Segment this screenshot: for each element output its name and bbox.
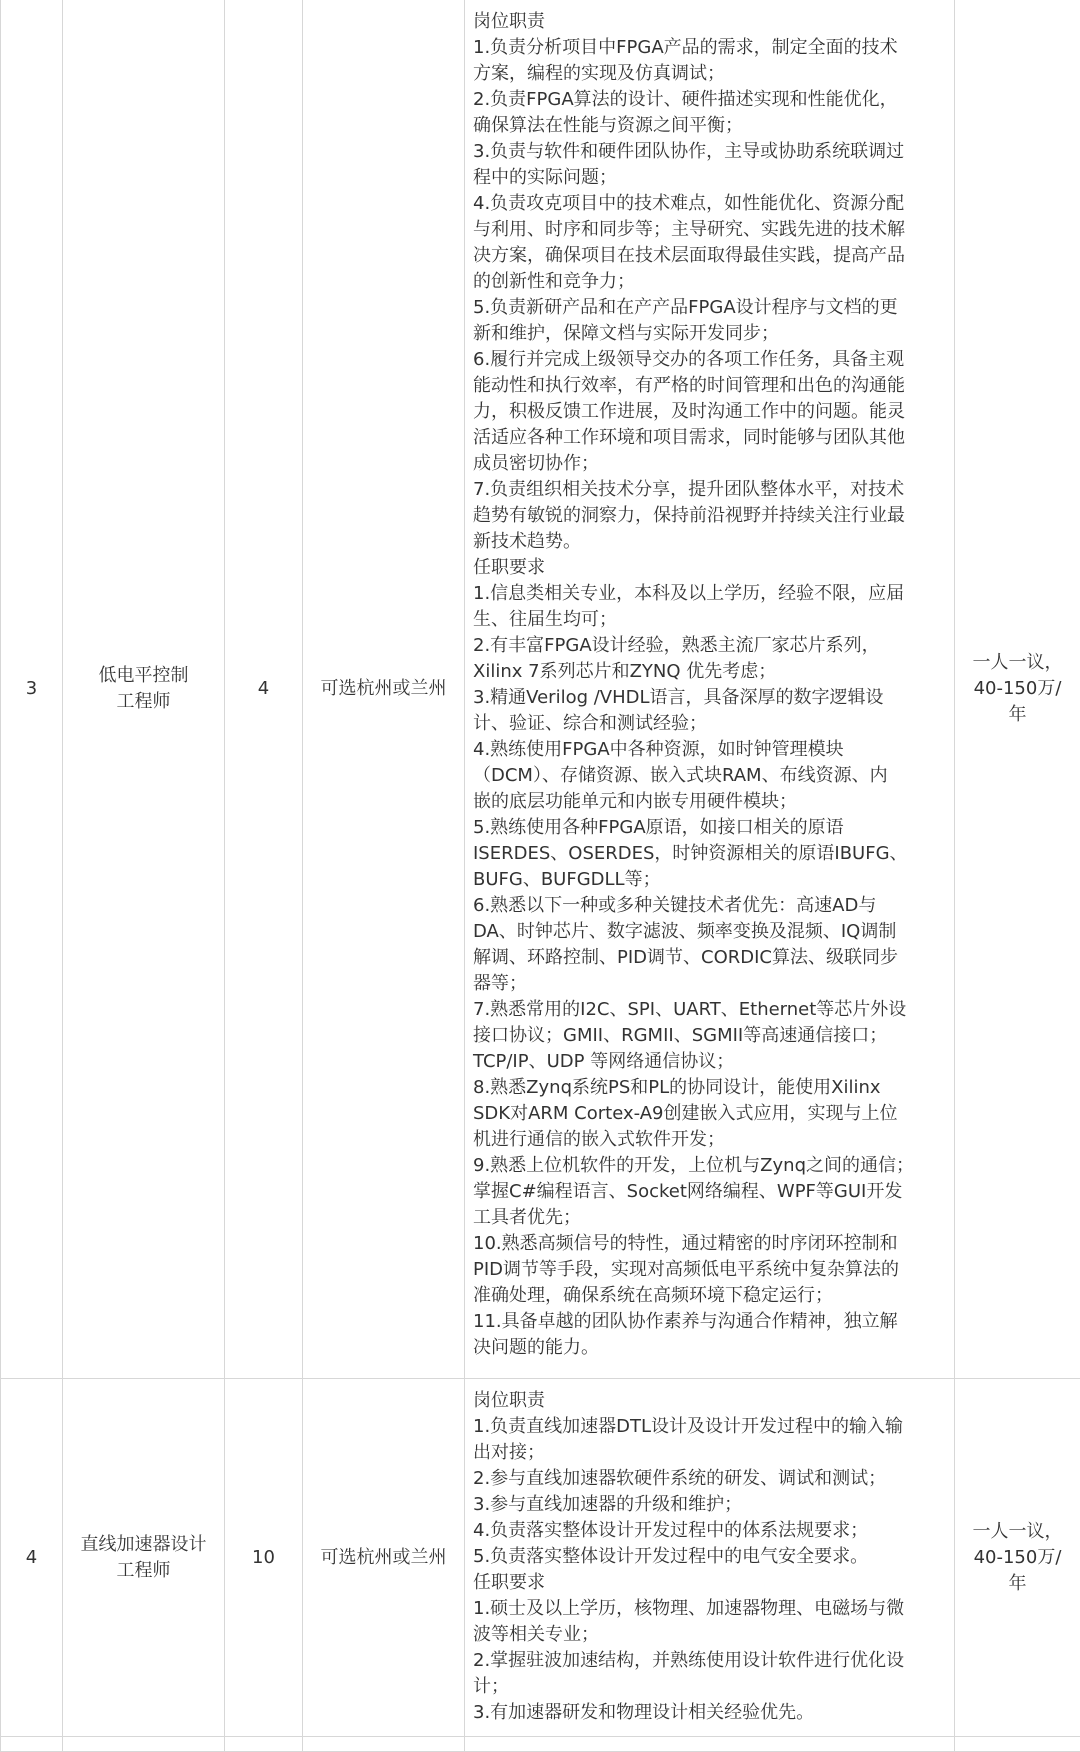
description-line: 与利用、时序和同步等；主导研究、实践先进的技术解 xyxy=(473,217,946,243)
description-line: 任职要求 xyxy=(473,555,946,581)
description-line: 活适应各种工作环境和项目需求，同时能够与团队其他 xyxy=(473,425,946,451)
description-line: 计； xyxy=(473,1674,946,1700)
salary-line: 一人一议， xyxy=(961,1519,1074,1545)
row-index: 3 xyxy=(1,0,63,1379)
description-line: 6.熟悉以下一种或多种关键技术者优先：高速AD与 xyxy=(473,893,946,919)
location: 可选杭州或兰州 xyxy=(303,1379,465,1737)
description-line: 准确处理，确保系统在高频环境下稳定运行； xyxy=(473,1283,946,1309)
description-line: 5.负责新研产品和在产产品FPGA设计程序与文档的更 xyxy=(473,295,946,321)
description-line: 2.有丰富FPGA设计经验，熟悉主流厂家芯片系列， xyxy=(473,633,946,659)
description-line: 6.履行并完成上级领导交办的各项工作任务，具备主观 xyxy=(473,347,946,373)
description-line: 1.负责直线加速器DTL设计及设计开发过程中的输入输 xyxy=(473,1414,946,1440)
salary-line: 40-150万/ xyxy=(961,1545,1074,1571)
description-line: PID调节等手段，实现对高频低电平系统中复杂算法的 xyxy=(473,1257,946,1283)
description-line: TCP/IP、UDP 等网络通信协议； xyxy=(473,1049,946,1075)
description-line: 决方案，确保项目在技术层面取得最佳实践，提高产品 xyxy=(473,243,946,269)
job-description xyxy=(465,1379,955,1737)
job-title-line: 工程师 xyxy=(69,689,218,715)
table-row xyxy=(1,0,1080,1379)
empty-cell xyxy=(1,1737,63,1752)
description-line: 11.具备卓越的团队协作素养与沟通合作精神，独立解 xyxy=(473,1309,946,1335)
description-line: 7.负责组织相关技术分享，提升团队整体水平，对技术 xyxy=(473,477,946,503)
location: 可选杭州或兰州 xyxy=(303,0,465,1379)
description-line: 嵌的底层功能单元和内嵌专用硬件模块； xyxy=(473,789,946,815)
headcount: 4 xyxy=(225,0,303,1379)
salary xyxy=(955,1379,1080,1737)
description-line: 2.负责FPGA算法的设计、硬件描述实现和性能优化， xyxy=(473,87,946,113)
empty-cell xyxy=(63,1737,225,1752)
salary-line: 年 xyxy=(961,702,1074,728)
description-line: 9.熟悉上位机软件的开发，上位机与Zynq之间的通信； xyxy=(473,1153,946,1179)
description-line: 的创新性和竞争力； xyxy=(473,269,946,295)
description-line: SDK对ARM Cortex-A9创建嵌入式应用，实现与上位 xyxy=(473,1101,946,1127)
job-title-line: 工程师 xyxy=(69,1558,218,1584)
description-line: 掌握C#编程语言、Socket网络编程、WPF等GUI开发 xyxy=(473,1179,946,1205)
description-line: 程中的实际问题； xyxy=(473,165,946,191)
description-line: 岗位职责 xyxy=(473,9,946,35)
salary-line: 40-150万/ xyxy=(961,676,1074,702)
description-line: 趋势有敏锐的洞察力，保持前沿视野并持续关注行业最 xyxy=(473,503,946,529)
empty-cell xyxy=(225,1737,303,1752)
description-line: ISERDES、OSERDES，时钟资源相关的原语IBUFG、 xyxy=(473,841,946,867)
headcount: 10 xyxy=(225,1379,303,1737)
description-line: 决问题的能力。 xyxy=(473,1335,946,1361)
description-line: 接口协议；GMII、RGMII、SGMII等高速通信接口； xyxy=(473,1023,946,1049)
description-line: 8.熟悉Zynq系统PS和PL的协同设计，能使用Xilinx xyxy=(473,1075,946,1101)
job-title xyxy=(63,0,225,1379)
description-line: 波等相关专业； xyxy=(473,1622,946,1648)
description-line: 1.负责分析项目中FPGA产品的需求，制定全面的技术 xyxy=(473,35,946,61)
job-title xyxy=(63,1379,225,1737)
description-line: 确保算法在性能与资源之间平衡； xyxy=(473,113,946,139)
description-line: 计、验证、综合和测试经验； xyxy=(473,711,946,737)
empty-cell xyxy=(303,1737,465,1752)
description-line: BUFG、BUFGDLL等； xyxy=(473,867,946,893)
description-line: 4.熟练使用FPGA中各种资源，如时钟管理模块 xyxy=(473,737,946,763)
empty-cell xyxy=(955,1737,1080,1752)
description-line: 岗位职责 xyxy=(473,1388,946,1414)
description-line: 器等； xyxy=(473,971,946,997)
description-line: 力，积极反馈工作进展，及时沟通工作中的问题。能灵 xyxy=(473,399,946,425)
description-line: 5.负责落实整体设计开发过程中的电气安全要求。 xyxy=(473,1544,946,1570)
description-line: 4.负责攻克项目中的技术难点，如性能优化、资源分配 xyxy=(473,191,946,217)
row-index: 4 xyxy=(1,1379,63,1737)
job-title-line: 直线加速器设计 xyxy=(69,1532,218,1558)
description-line: 4.负责落实整体设计开发过程中的体系法规要求； xyxy=(473,1518,946,1544)
salary-line: 一人一议， xyxy=(961,650,1074,676)
description-line: 2.掌握驻波加速结构，并熟练使用设计软件进行优化设 xyxy=(473,1648,946,1674)
description-line: 1.信息类相关专业，本科及以上学历，经验不限，应届 xyxy=(473,581,946,607)
description-line: 生、往届生均可； xyxy=(473,607,946,633)
description-line: 10.熟悉高频信号的特性，通过精密的时序闭环控制和 xyxy=(473,1231,946,1257)
description-line: 解调、环路控制、PID调节、CORDIC算法、级联同步 xyxy=(473,945,946,971)
table-row xyxy=(1,1379,1080,1737)
description-line: Xilinx 7系列芯片和ZYNQ 优先考虑； xyxy=(473,659,946,685)
job-description xyxy=(465,0,955,1379)
description-line: 新技术趋势。 xyxy=(473,529,946,555)
description-line: 工具者优先； xyxy=(473,1205,946,1231)
description-line: 3.精通Verilog /VHDL语言，具备深厚的数字逻辑设 xyxy=(473,685,946,711)
description-line: 2.参与直线加速器软硬件系统的研发、调试和测试； xyxy=(473,1466,946,1492)
salary-line: 年 xyxy=(961,1571,1074,1597)
description-line: （DCM）、存储资源、嵌入式块RAM、布线资源、内 xyxy=(473,763,946,789)
description-line: 7.熟悉常用的I2C、SPI、UART、Ethernet等芯片外设 xyxy=(473,997,946,1023)
description-line: 1.硕士及以上学历，核物理、加速器物理、电磁场与微 xyxy=(473,1596,946,1622)
description-line: 成员密切协作； xyxy=(473,451,946,477)
description-line: 任职要求 xyxy=(473,1570,946,1596)
table-row xyxy=(1,1737,1080,1752)
job-title-line: 低电平控制 xyxy=(69,663,218,689)
description-line: 3.负责与软件和硬件团队协作，主导或协助系统联调过 xyxy=(473,139,946,165)
description-line: 3.参与直线加速器的升级和维护； xyxy=(473,1492,946,1518)
description-line: DA、时钟芯片、数字滤波、频率变换及混频、IQ调制 xyxy=(473,919,946,945)
description-line: 机进行通信的嵌入式软件开发； xyxy=(473,1127,946,1153)
salary xyxy=(955,0,1080,1379)
description-line: 5.熟练使用各种FPGA原语，如接口相关的原语 xyxy=(473,815,946,841)
description-line: 新和维护，保障文档与实际开发同步； xyxy=(473,321,946,347)
description-line: 能动性和执行效率，有严格的时间管理和出色的沟通能 xyxy=(473,373,946,399)
empty-cell xyxy=(465,1737,955,1752)
description-line: 3.有加速器研发和物理设计相关经验优先。 xyxy=(473,1700,946,1726)
description-line: 方案，编程的实现及仿真调试； xyxy=(473,61,946,87)
description-line: 出对接； xyxy=(473,1440,946,1466)
